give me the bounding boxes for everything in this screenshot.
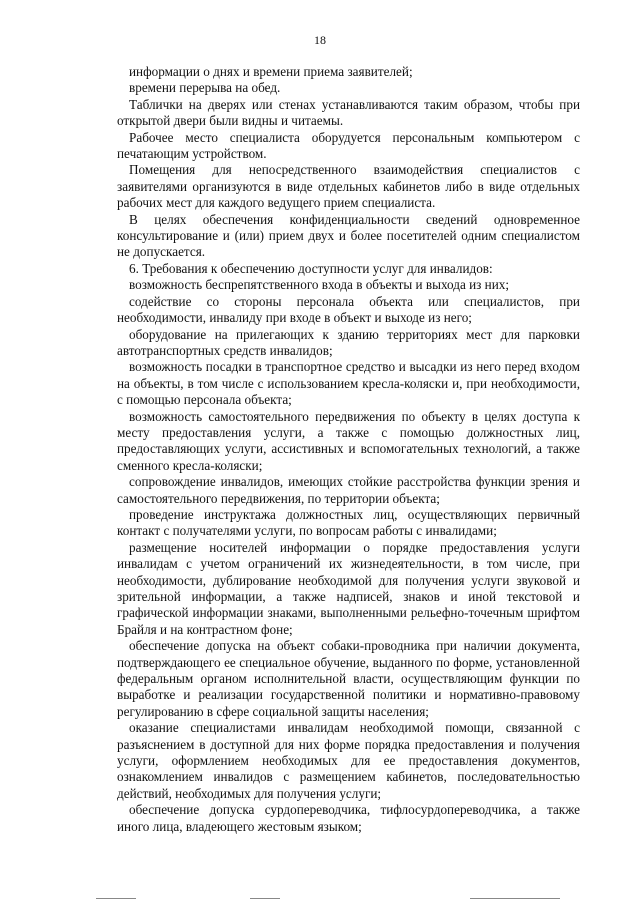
paragraph: размещение носителей информации о порядке предоставления услуги инвалидам с учетом ограничений их жизнедеятельности, в том числе, при необходимости, дублирование необходимой для получения услуги звуковой и зрительной информации, а также надписей, знаков и иной текстовой и графической информации знаками, выполненными рельефно-точечным шрифтом Брайля и на контрастном фоне; xyxy=(117,539,580,637)
paragraph: оказание специалистами инвалидам необходимой помощи, связанной с разъяснением в доступной для них форме порядка предоставления и получения услуги, оформлением необходимых для ее предоставления документов, ознакомлением инвалидов с размещением кабинетов, последовательностью действий, необходимых для получения услуги; xyxy=(117,720,580,801)
paragraph: обеспечение допуска на объект собаки-проводника при наличии документа, подтверждающего ее специальное обучение, выданного по форме, установленной федеральным органом исполнительной власти, осуществляющим функции по выработке и реализации государственной политики и нормативно-правовому регулированию в сфере социальной защиты населения; xyxy=(117,638,580,719)
section-heading: 6. Требования к обеспечению доступности услуг для инвалидов: xyxy=(129,260,493,276)
paragraph: возможность беспрепятственного входа в объекты и выхода из них; xyxy=(129,277,510,293)
page-number: 18 xyxy=(314,33,326,47)
paragraph: времени перерыва на обед. xyxy=(129,80,281,96)
scan-artifact xyxy=(250,898,280,899)
paragraph: содействие со стороны персонала объекта или специалистов, при необходимости, инвалиду при входе в объект и выходе из него; xyxy=(117,293,580,326)
paragraph: проведение инструктажа должностных лиц, осуществляющих первичный контакт с получателями услуги, по вопросам работы с инвалидами; xyxy=(117,506,580,539)
scan-artifact xyxy=(96,898,136,899)
paragraph: возможность посадки в транспортное средство и высадки из него перед входом на объекты, в том числе с использованием кресла-коляски и, при необходимости, с помощью персонала объекта; xyxy=(117,359,580,408)
document-body xyxy=(117,64,580,835)
scan-artifact xyxy=(470,898,560,899)
paragraph: сопровождение инвалидов, имеющих стойкие расстройства функции зрения и самостоятельного передвижения, по территории объекта; xyxy=(117,474,580,506)
paragraph: Рабочее место специалиста оборудуется персональным компьютером с печатающим устройством. xyxy=(117,129,580,162)
paragraph: Помещения для непосредственного взаимодействия специалистов с заявителями организуются в виде отдельных кабинетов либо в виде отдельных рабочих мест для каждого ведущего прием специалиста. xyxy=(117,162,580,211)
paragraph: оборудование на прилегающих к зданию территориях мест для парковки автотранспортных средств инвалидов; xyxy=(117,326,580,358)
paragraph: информации о днях и времени приема заявителей; xyxy=(129,64,413,79)
paragraph: В целях обеспечения конфиденциальности сведений одновременное консультирование и (или) прием двух и более посетителей одним специалистом не допускается. xyxy=(117,211,580,260)
paragraph: обеспечение допуска сурдопереводчика, тифлосурдопереводчика, а также иного лица, владеющего жестовым языком; xyxy=(117,802,580,834)
paragraph: Таблички на дверях или стенах устанавливаются таким образом, чтобы при открытой двери были видны и читаемы. xyxy=(117,96,580,129)
paragraph: возможность самостоятельного передвижения по объекту в целях доступа к месту предоставления услуги, а также с помощью должностных лиц, предоставляющих услуги, ассистивных и вспомогательных технологий, а также сменного кресла-коляски; xyxy=(117,408,580,473)
